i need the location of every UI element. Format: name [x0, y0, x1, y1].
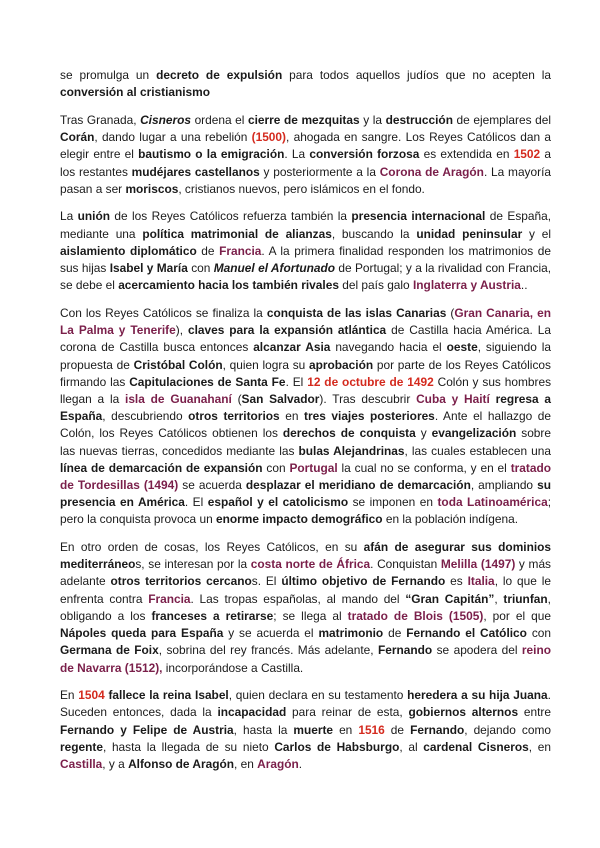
emphasis-run: acercamiento hacia los también rivales — [118, 278, 339, 293]
emphasis-run: Isabel y María — [109, 261, 188, 276]
emphasis-run: tres viajes posteriores — [304, 409, 435, 424]
emphasis-run: conversión forzosa — [309, 147, 420, 162]
text-run: , buscando la — [331, 226, 417, 241]
text-run: , hasta la llegada de su nieto — [102, 739, 275, 754]
emphasis-run: unión — [77, 209, 110, 224]
text-run: ( — [231, 391, 242, 406]
text-run: . El — [184, 495, 208, 510]
text-run: En otro orden de cosas, los Reyes Católicos, en su — [60, 540, 364, 555]
emphasis-run: Manuel el Afortunado — [213, 261, 335, 276]
emphasis-run: cierre de mezquitas — [248, 112, 360, 127]
emphasis-run: Cuba y Haití — [416, 391, 490, 406]
emphasis-run: Cisneros — [140, 112, 191, 127]
emphasis-run: su presencia en América — [60, 477, 551, 510]
text-run: , en — [528, 739, 551, 754]
document-page — [60, 67, 551, 784]
text-run: en la población indígena. — [382, 512, 519, 527]
text-run: con — [262, 460, 290, 475]
emphasis-run: Melilla (1497) — [440, 557, 516, 572]
emphasis-run: alcanzar Asia — [253, 340, 331, 355]
emphasis-run: 1516 — [358, 722, 385, 737]
text-run: se promulga un — [60, 68, 157, 82]
text-run: , las cuales establecen una — [404, 443, 551, 458]
text-run: ), — [175, 323, 188, 338]
text-run: y posteriormente a la — [259, 164, 380, 179]
text-run: ; se llega al — [273, 608, 348, 623]
text-run: . La — [284, 147, 310, 162]
text-run: , siguiendo la propuesta de — [60, 340, 552, 372]
text-run: , dando lugar a una rebelión — [94, 130, 252, 145]
emphasis-run: unidad peninsular — [416, 226, 523, 241]
emphasis-run: incapacidad — [217, 705, 287, 720]
paragraph-expulsion — [60, 67, 551, 101]
text-run: es extendida en — [419, 147, 514, 162]
text-run: , lo que le enfrenta contra — [60, 574, 551, 606]
text-run: en — [279, 409, 305, 424]
text-run: , dejando como — [464, 722, 551, 737]
text-run: . El — [285, 374, 308, 389]
emphasis-run: aprobación — [309, 357, 374, 372]
emphasis-run: Fernando — [378, 643, 433, 658]
emphasis-run: tratado de Blois (1505) — [347, 608, 484, 623]
text-run: , cristianos nuevos, pero islámicos en el fondo. — [178, 181, 425, 196]
emphasis-run: Corona de Aragón — [379, 164, 484, 179]
text-run: del país galo — [338, 278, 413, 293]
emphasis-run: Fernando y Felipe de Austria — [60, 722, 234, 737]
emphasis-run: mudéjares castellanos — [131, 164, 260, 179]
paragraph-sucesion — [60, 687, 551, 773]
emphasis-run: Capitulaciones de Santa Fe — [129, 374, 286, 389]
text-run: . Conquistan — [370, 557, 441, 572]
text-run: . Ante el hallazgo de Colón, los Reyes Católicos obtienen los — [60, 409, 551, 441]
text-run: y se acuerda el — [223, 626, 319, 641]
emphasis-run: Cristóbal Colón — [133, 357, 223, 372]
emphasis-run: derechos de conquista — [282, 426, 416, 441]
emphasis-run: regente — [60, 739, 103, 754]
text-run: para todos aquellos judíos que no acepten la — [282, 68, 551, 82]
emphasis-run: 1504 — [78, 688, 105, 703]
emphasis-run: “Gran Capitán” — [405, 591, 495, 606]
text-run: , ampliando — [470, 477, 538, 492]
text-run: de España, mediante una — [60, 209, 552, 241]
text-run: , sobrina del rey francés. Más adelante, — [158, 643, 379, 658]
text-run: y más adelante — [60, 557, 551, 589]
text-run: , y a — [102, 757, 129, 772]
emphasis-run: Aragón — [257, 757, 299, 772]
text-run: , ahogada en sangre. Los Reyes Católicos dan a elegir entre el — [60, 130, 551, 162]
text-run: incorporándose a Castilla. — [162, 660, 304, 675]
emphasis-run: 12 de octubre de 1492 — [307, 374, 434, 389]
emphasis-run: política matrimonial de alianzas — [142, 226, 332, 241]
text-run: para reinar de esta, — [286, 705, 409, 720]
text-run: . Suceden entonces, dada la — [60, 688, 551, 720]
emphasis-run: (1500) — [251, 130, 286, 145]
emphasis-run: toda Latinoamérica — [437, 495, 548, 510]
paragraph-mediterraneo — [60, 539, 551, 677]
emphasis-run: matrimonio — [318, 626, 384, 641]
text-run: , por el que — [483, 608, 551, 623]
text-run: .. — [520, 278, 528, 293]
emphasis-run: moriscos — [125, 181, 179, 196]
text-run: . — [298, 757, 303, 772]
paragraph-canarias-america — [60, 305, 551, 529]
text-run: Tras Granada, — [60, 112, 141, 127]
text-run: Colón y sus hombres llegan a la — [60, 374, 552, 406]
emphasis-run: costa norte de África — [250, 557, 371, 572]
emphasis-run: fallece la reina Isabel — [108, 688, 229, 703]
emphasis-run: oeste — [446, 340, 478, 355]
text-run: ( — [446, 305, 455, 320]
emphasis-run: Francia — [219, 243, 262, 258]
text-run: la cual no se conforma, y en el — [337, 460, 511, 475]
text-run: de Castilla hacia América. La corona de Castilla busca entonces — [60, 323, 552, 355]
emphasis-run: línea de demarcación de expansión — [60, 460, 263, 475]
emphasis-run: Germana de Foix — [60, 643, 159, 658]
emphasis-run: último objetivo de Fernando — [281, 574, 446, 589]
text-run: . La mayoría pasan a ser — [60, 164, 551, 196]
emphasis-run: Castilla — [60, 757, 103, 772]
text-run: ). Tras descubrir — [319, 391, 417, 406]
paragraph-granada — [60, 112, 551, 198]
emphasis-run: presencia internacional — [351, 209, 486, 224]
text-run: por parte de los Reyes Católicos firmando las — [60, 357, 551, 389]
emphasis-run: isla de Guanahaní — [125, 391, 232, 406]
emphasis-run: conversión al cristianismo — [60, 85, 211, 100]
text-run: con — [526, 626, 551, 641]
emphasis-run: decreto de expulsión — [156, 68, 283, 82]
text-run: , — [494, 591, 504, 606]
emphasis-run: muerte — [293, 722, 334, 737]
text-run: de — [196, 243, 220, 258]
emphasis-run: otros territorios — [188, 409, 280, 424]
emphasis-run: triunfan — [503, 591, 548, 606]
emphasis-run: bulas Alejandrinas — [298, 443, 405, 458]
emphasis-run: evangelización — [431, 426, 517, 441]
paragraph-union — [60, 208, 551, 294]
text-run: y el — [522, 226, 551, 241]
emphasis-run: destrucción — [385, 112, 453, 127]
text-run: , quien declara en su testamento — [228, 688, 408, 703]
text-run: La — [60, 209, 78, 224]
text-run: entre — [518, 705, 551, 720]
emphasis-run: Francia — [148, 591, 191, 606]
emphasis-run: Inglaterra y Austria — [412, 278, 521, 293]
text-run: . Las tropas españolas, al mando del — [190, 591, 406, 606]
text-run: de ejemplares del — [452, 112, 551, 127]
text-run: s. El — [251, 574, 282, 589]
emphasis-run: franceses a retirarse — [151, 608, 274, 623]
emphasis-run: bautismo o la emigración — [138, 147, 285, 162]
emphasis-run: Fernando — [410, 722, 465, 737]
emphasis-run: gobiernos alternos — [408, 705, 519, 720]
text-run: navegando hacia el — [330, 340, 447, 355]
emphasis-run: desplazar el meridiano de demarcación — [245, 477, 471, 492]
emphasis-run: Alfonso de Aragón — [128, 757, 234, 772]
emphasis-run: Carlos de Habsburgo — [274, 739, 400, 754]
text-run: a los restantes — [60, 147, 551, 179]
text-run: se imponen en — [348, 495, 438, 510]
text-run: de los Reyes Católicos refuerza también la — [110, 209, 352, 224]
text-run: es — [445, 574, 468, 589]
text-run: s, se interesan por la — [135, 557, 251, 572]
emphasis-run: Portugal — [289, 460, 338, 475]
emphasis-run: 1502 — [513, 147, 541, 162]
emphasis-run: Gran Canaria, en La Palma y Tenerife — [60, 305, 551, 338]
text-run: , descubriendo — [102, 409, 189, 424]
text-run: . A la primera finalidad responden los matrimonios de sus hijas — [60, 243, 552, 276]
emphasis-run: cardenal Cisneros — [423, 739, 529, 754]
text-run: En — [60, 688, 79, 703]
text-run: ; pero la conquista provoca un — [60, 495, 551, 527]
text-run: con — [187, 261, 214, 276]
text-run: de — [383, 626, 407, 641]
emphasis-run: Corán — [60, 130, 95, 145]
emphasis-run: Fernando el Católico — [406, 626, 527, 641]
text-run: en — [333, 722, 359, 737]
emphasis-run: español y el catolicismo — [207, 495, 349, 510]
emphasis-run: enorme impacto demográfico — [216, 512, 383, 527]
text-run: , en — [234, 757, 258, 772]
text-run: de Portugal; y a la rivalidad con Francia, se debe el — [60, 261, 551, 293]
text-run: de — [384, 722, 411, 737]
emphasis-run: tratado de Tordesillas (1494) — [60, 460, 551, 492]
text-run: , hasta la — [233, 722, 294, 737]
text-run: , quien logra su — [222, 357, 310, 372]
emphasis-run: San Salvador — [241, 391, 320, 406]
text-run: y — [415, 426, 432, 441]
text-run: se apodera del — [432, 643, 522, 658]
text-run: se acuerda — [178, 477, 246, 492]
emphasis-run: otros territorios cercano — [110, 574, 252, 589]
text-run: ordena el — [190, 112, 249, 127]
emphasis-run: conquista de las islas Canarias — [266, 305, 447, 320]
emphasis-run: reino de Navarra (1512), — [60, 643, 551, 675]
emphasis-run: claves para la expansión atlántica — [187, 323, 387, 338]
emphasis-run: Italia — [467, 574, 495, 589]
text-run: Con los Reyes Católicos se finaliza la — [60, 305, 267, 320]
emphasis-run: Nápoles queda para España — [60, 626, 224, 641]
emphasis-run: aislamiento diplomático — [60, 243, 197, 258]
text-run: y la — [359, 112, 386, 127]
emphasis-run: heredera a su hija Juana — [407, 688, 548, 703]
text-run: , obligando a los — [60, 591, 551, 623]
emphasis-run: afán de asegurar sus dominios mediterráneo — [60, 540, 552, 572]
emphasis-run: regresa a España — [60, 391, 552, 424]
text-run: , al — [399, 739, 424, 754]
text-run: sobre las nuevas tierras, concedidos mediante las — [60, 426, 551, 458]
